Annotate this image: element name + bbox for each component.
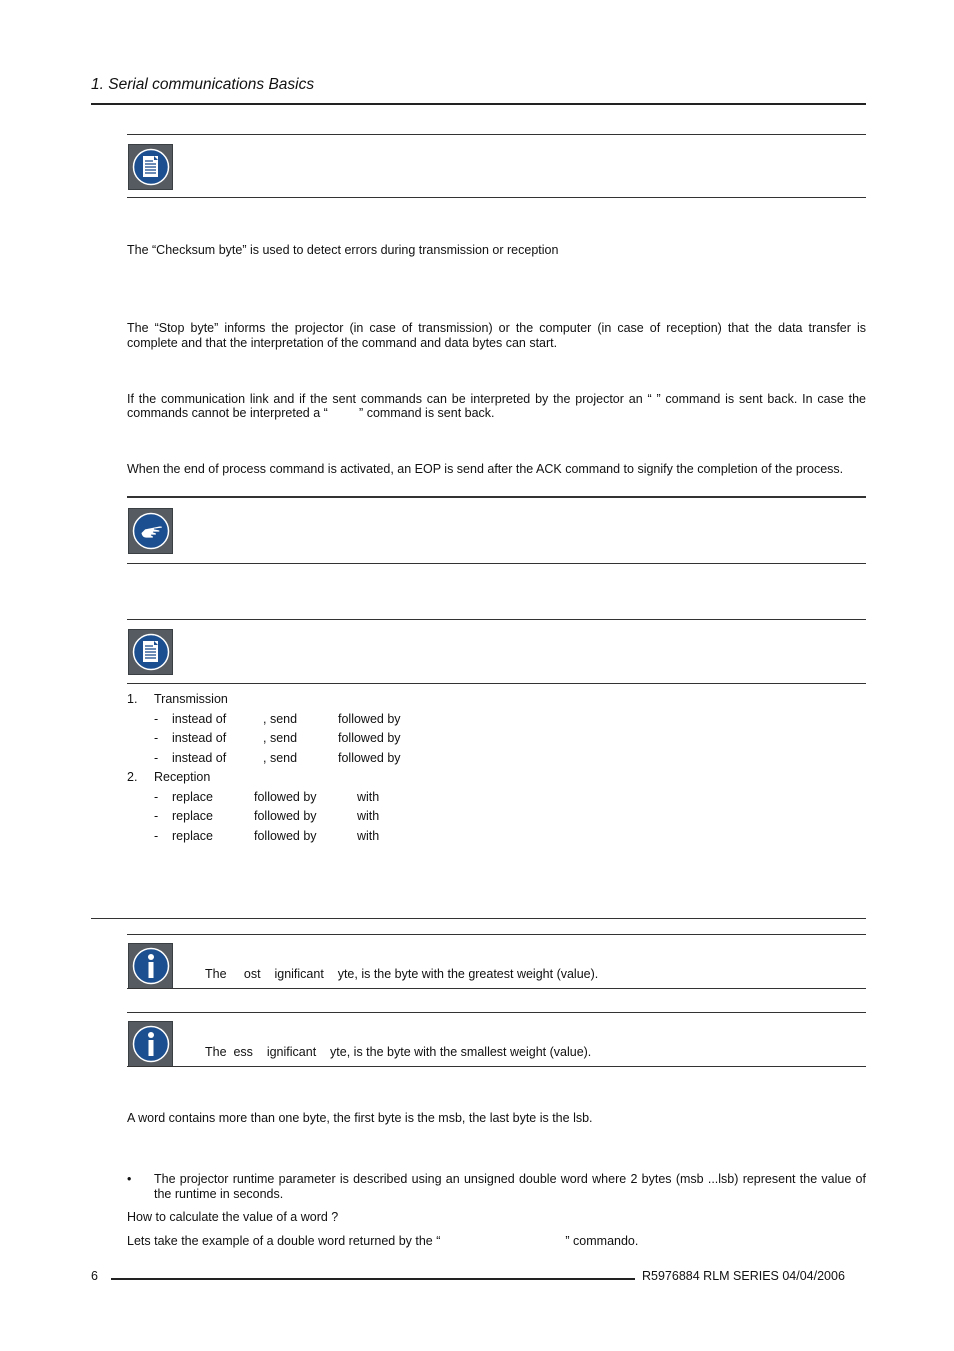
list-text: followed by	[338, 711, 401, 726]
tip-rule-top	[127, 496, 866, 498]
how-to-paragraph: How to calculate the value of a word ?	[127, 1210, 339, 1224]
list-text: , send	[263, 750, 298, 765]
footer-page-number: 6	[91, 1269, 98, 1283]
list-dash: -	[154, 711, 159, 726]
list-text: , send	[263, 711, 298, 726]
list-dash: -	[154, 750, 159, 765]
list-text: with	[357, 789, 380, 804]
list-dash: -	[154, 828, 159, 843]
list-heading-reception: Reception	[154, 770, 211, 784]
list-text: followed by	[254, 809, 317, 823]
runtime-paragraph: The projector runtime parameter is described using an unsigned double word where 2 bytes (msb ...lsb) represent the value of the runtime in seconds.	[154, 1172, 866, 1201]
note-icon	[128, 629, 173, 675]
stop-byte-paragraph: The “Stop byte” informs the projector (in case of transmission) or the computer (in case of reception) that the data transfer is complete and that the interpretation of the command and data bytes can start.	[127, 321, 866, 350]
list-text: replace	[172, 828, 213, 843]
checksum-paragraph: The “Checksum byte” is used to detect errors during transmission or reception	[127, 243, 559, 257]
footer-rule	[111, 1278, 635, 1280]
list-text: followed by	[338, 731, 401, 745]
escape-list	[0, 690, 954, 850]
list-text: followed by	[338, 750, 401, 765]
note-rule-bottom	[127, 197, 866, 198]
list-text: replace	[172, 809, 213, 823]
list-text: followed by	[254, 789, 317, 804]
section-rule	[91, 918, 866, 919]
info2-rule-top	[127, 1012, 866, 1013]
footer-doc-info: R5976884 RLM SERIES 04/04/2006	[642, 1269, 845, 1283]
info1-rule-bottom	[127, 988, 866, 989]
info1-rule-top	[127, 934, 866, 935]
info-icon	[128, 1021, 173, 1067]
eop-paragraph: When the end of process command is activated, an EOP is send after the ACK command to signify the completion of the process.	[127, 462, 844, 476]
note2-rule-bottom	[127, 683, 866, 684]
header-rule	[91, 103, 866, 105]
list-dash: -	[154, 731, 159, 745]
note-icon	[128, 144, 173, 190]
example-paragraph: Lets take the example of a double word returned by the “ ” commando.	[127, 1234, 639, 1248]
list-text: instead of	[172, 750, 227, 765]
info-icon	[128, 943, 173, 989]
ack-paragraph-line2: commands cannot be interpreted a “ ” command is sent back.	[127, 406, 495, 420]
lsb-note-text: The ess ignificant yte, is the byte with the smallest weight (value).	[205, 1045, 592, 1059]
list-text: with	[357, 828, 380, 843]
list-heading-transmission: Transmission	[154, 692, 228, 706]
list-text: , send	[263, 731, 298, 745]
msb-note-text: The ost ignificant yte, is the byte with the greatest weight (value).	[205, 967, 599, 981]
note2-rule-top	[127, 619, 866, 620]
list-number: 1.	[127, 692, 138, 706]
tip-hand-icon	[128, 508, 173, 554]
list-text: instead of	[172, 711, 227, 726]
tip-rule-bottom	[127, 563, 866, 564]
ack-paragraph-line1: If the communication link and if the sent commands can be interpreted by the projector an “ ” command is sent back. In case the	[127, 392, 866, 406]
bullet: •	[127, 1172, 132, 1186]
list-dash: -	[154, 789, 159, 804]
list-text: replace	[172, 789, 213, 804]
page-header-title: 1. Serial communications Basics	[91, 76, 315, 93]
note-rule-top	[127, 134, 866, 135]
list-text: followed by	[254, 828, 317, 843]
info2-rule-bottom	[127, 1066, 866, 1067]
word-paragraph: A word contains more than one byte, the first byte is the msb, the last byte is the lsb.	[127, 1111, 593, 1125]
list-number: 2.	[127, 770, 138, 784]
list-text: instead of	[172, 731, 227, 745]
list-text: with	[357, 809, 380, 823]
list-dash: -	[154, 809, 159, 823]
